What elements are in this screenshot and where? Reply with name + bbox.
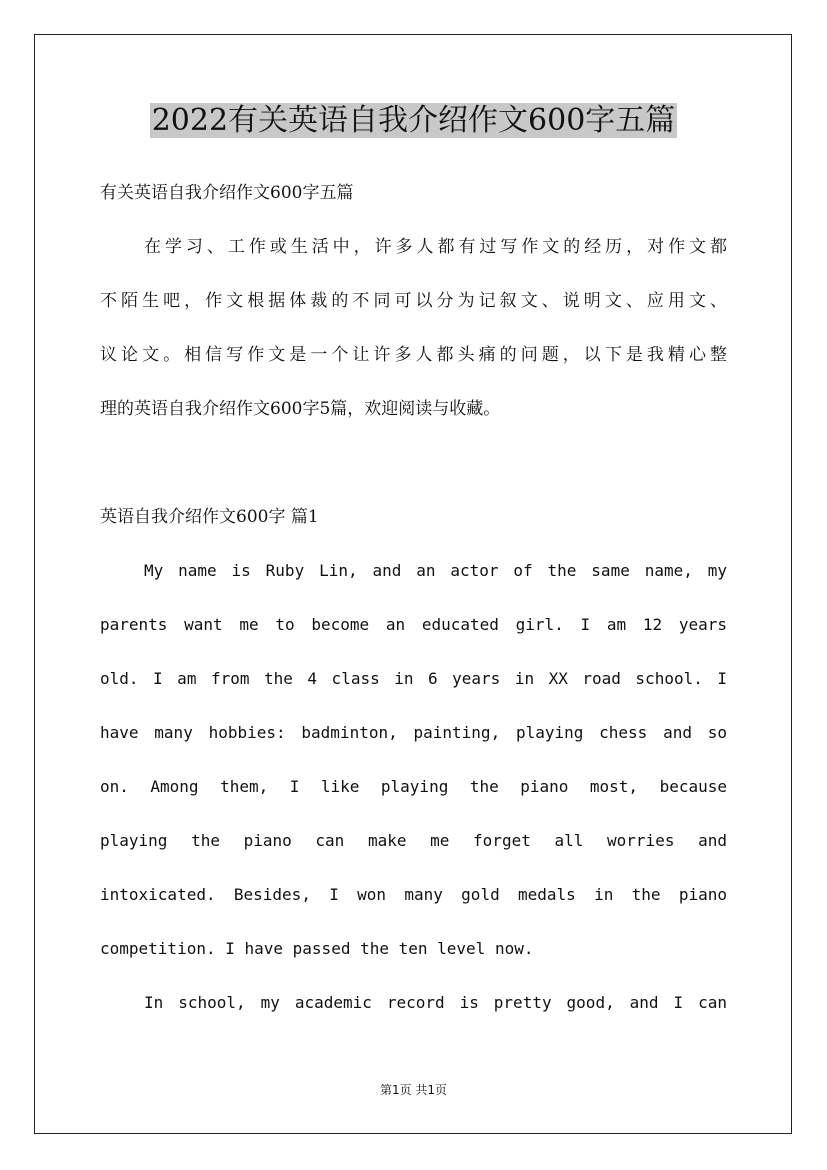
section-heading: 英语自我介绍作文600字 篇1 [100,507,319,527]
essay-line: parents want me to become an educated girl. I am 12 years [100,615,727,634]
intro-line: 理的英语自我介绍作文600字5篇，欢迎阅读与收藏。 [100,399,501,419]
essay-line: competition. I have passed the ten level now. [100,939,534,958]
document-title-text: 2022有关英语自我介绍作文600字五篇 [151,103,676,138]
blank-line [100,446,727,500]
intro-line: 在学习、工作或生活中，许多人都有过写作文的经历，对作文都 [144,237,727,257]
document-title [0,99,827,143]
essay-line: intoxicated. Besides, I won many gold medals in the piano [100,885,727,904]
essay-line: on. Among them, I like playing the piano most, because [100,777,727,796]
page-footer: 第1页 共1页 [379,1083,448,1097]
intro-line: 不陌生吧，作文根据体裁的不同可以分为记叙文、说明文、应用文、 [100,291,727,311]
subtitle: 有关英语自我介绍作文600字五篇 [100,183,354,203]
intro-line: 议论文。相信写作文是一个让许多人都头痛的问题，以下是我精心整 [100,345,727,365]
document-body [100,176,727,1040]
essay-line: old. I am from the 4 class in 6 years in XX road school. I [100,669,727,688]
essay-line: have many hobbies: badminton, painting, playing chess and so [100,723,727,742]
essay-line: In school, my academic record is pretty good, and I can [144,993,727,1012]
essay-line: My name is Ruby Lin, and an actor of the same name, my [144,561,727,580]
essay-line: playing the piano can make me forget all worries and [100,831,727,850]
